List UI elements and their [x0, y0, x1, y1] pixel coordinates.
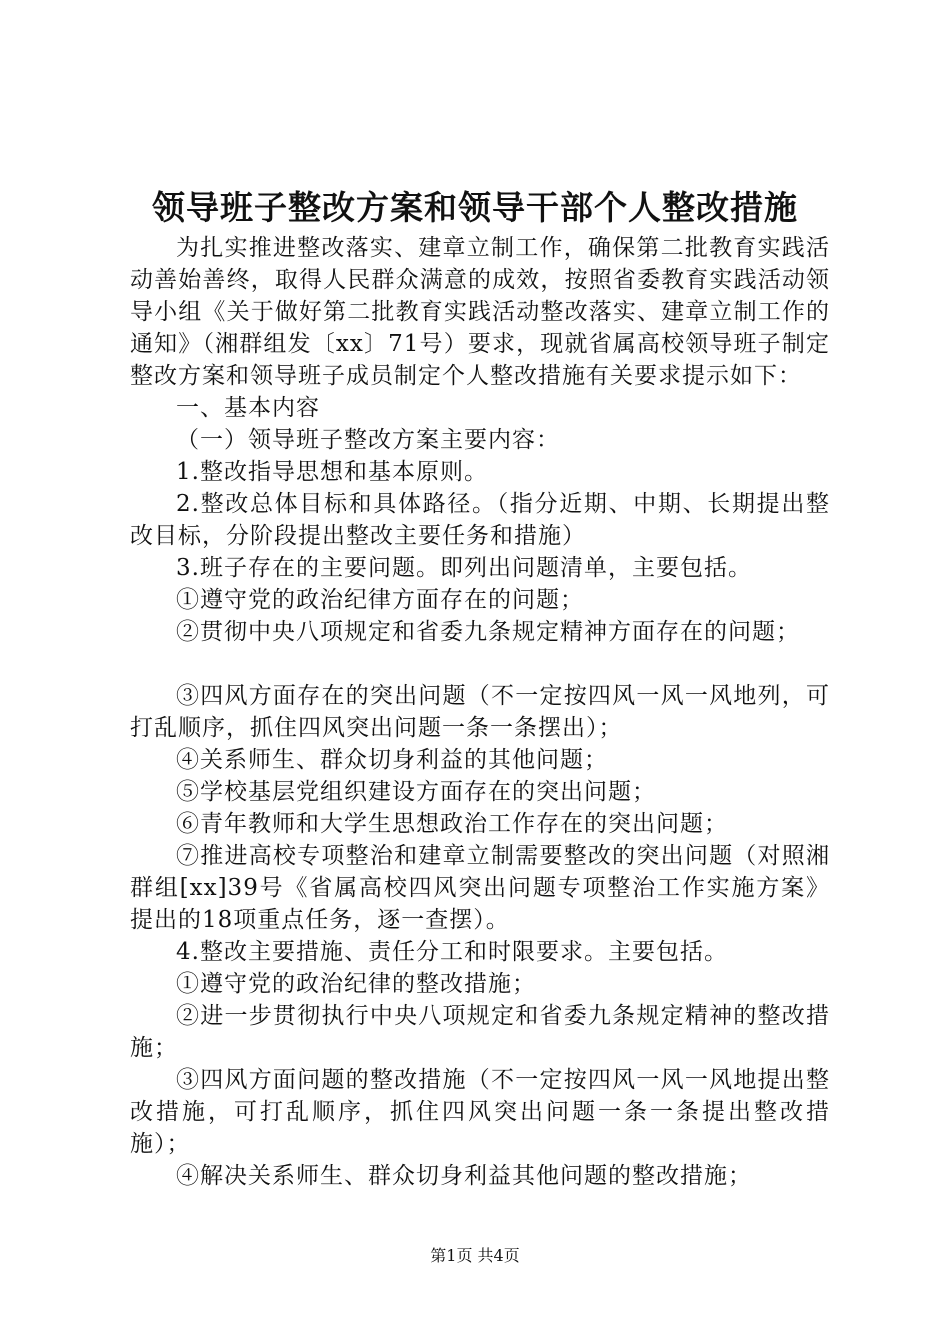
list-item: 3.班子存在的主要问题。即列出问题清单，主要包括。 — [176, 555, 752, 581]
document-body — [130, 232, 830, 1192]
list-item: 1.整改指导思想和基本原则。 — [176, 459, 488, 485]
list-item: ②进一步贯彻执行中央八项规定和省委九条规定精神的整改措施； — [130, 1003, 830, 1061]
subsection-heading: （一）领导班子整改方案主要内容： — [176, 427, 560, 453]
paragraph: 为扎实推进整改落实、建章立制工作，确保第二批教育实践活动善始善终，取得人民群众满意的成效，按照省委教育实践活动领导小组《关于做好第二批教育实践活动整改落实、建章立制工作的通知》（湘群组发〔xx〕71号）要求，现就省属高校领导班子制定整改方案和领导班子成员制定个人整改措施有关要求提示如下： — [130, 235, 830, 389]
list-item: ④解决关系师生、群众切身利益其他问题的整改措施； — [176, 1163, 752, 1189]
list-item: ⑥青年教师和大学生思想政治工作存在的突出问题； — [176, 811, 728, 837]
list-item: ⑦推进高校专项整治和建章立制需要整改的突出问题（对照湘群组[xx]39号《省属高校四风突出问题专项整治工作实施方案》提出的18项重点任务，逐一查摆）。 — [130, 843, 830, 933]
section-heading: 一、基本内容 — [176, 395, 320, 421]
blank-line — [130, 648, 830, 680]
document-title: 领导班子整改方案和领导干部个人整改措施 — [152, 188, 798, 227]
list-item: 4.整改主要措施、责任分工和时限要求。主要包括。 — [176, 939, 728, 965]
list-item: ①遵守党的政治纪律方面存在的问题； — [176, 587, 584, 613]
list-item: ④关系师生、群众切身利益的其他问题； — [176, 747, 608, 773]
list-item: ③四风方面存在的突出问题（不一定按四风一风一风地列，可打乱顺序，抓住四风突出问题一条一条摆出）； — [130, 683, 830, 741]
list-item: ②贯彻中央八项规定和省委九条规定精神方面存在的问题； — [176, 619, 800, 645]
list-item: 2.整改总体目标和具体路径。（指分近期、中期、长期提出整改目标，分阶段提出整改主要任务和措施） — [130, 491, 830, 549]
list-item: ③四风方面问题的整改措施（不一定按四风一风一风地提出整改措施，可打乱顺序，抓住四风突出问题一条一条提出整改措施）； — [130, 1067, 830, 1157]
list-item: ⑤学校基层党组织建设方面存在的突出问题； — [176, 779, 656, 805]
list-item: ①遵守党的政治纪律的整改措施； — [176, 971, 536, 997]
page-footer: 第1页 共4页 — [430, 1246, 520, 1265]
